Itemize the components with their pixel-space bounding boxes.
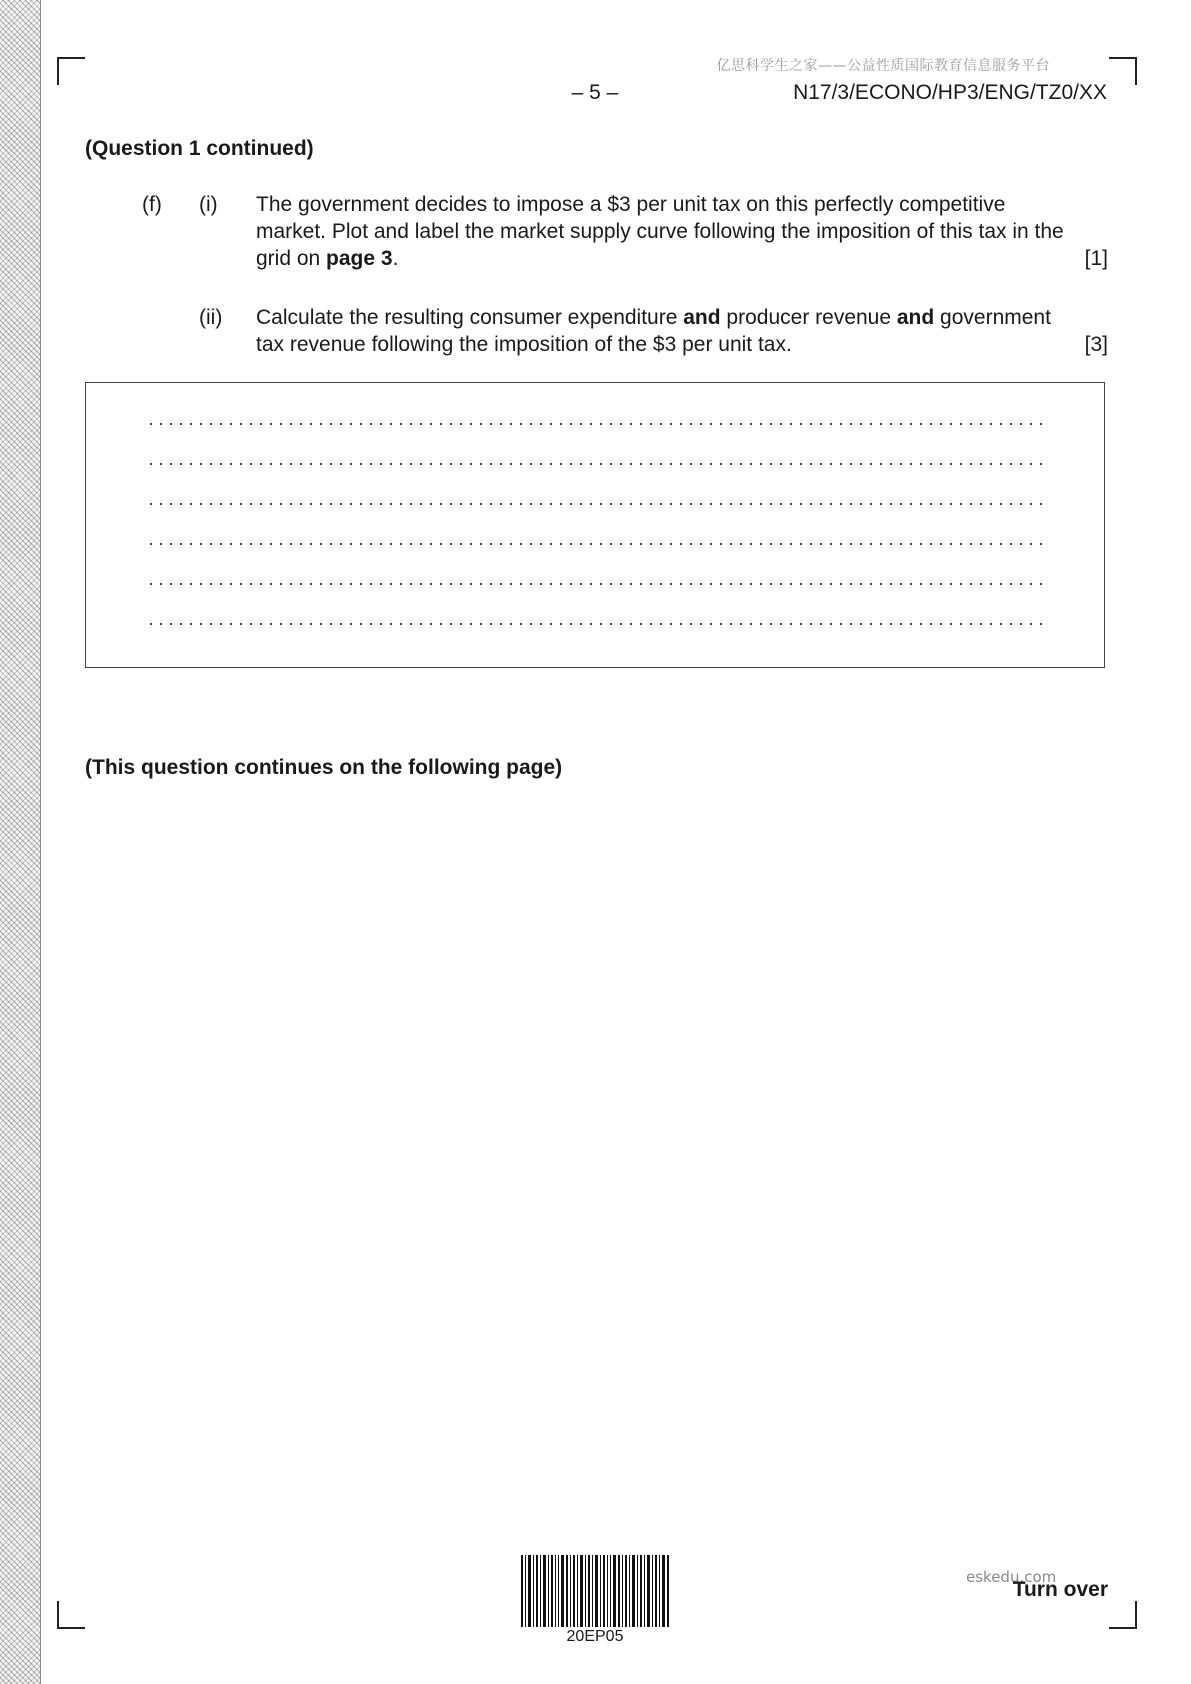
sub-ii-label: (ii): [199, 306, 223, 329]
question-f-ii-bold-1: and: [683, 306, 721, 329]
footer-watermark: eskedu.com: [966, 1568, 1057, 1586]
crop-mark-top-right: [1109, 57, 1137, 85]
crop-mark-bottom-right: [1109, 1601, 1137, 1629]
question-f-i-text-end: .: [392, 247, 399, 270]
exam-code: N17/3/ECONO/HP3/ENG/TZ0/XX: [793, 81, 1107, 104]
question-f-ii-bold-2: and: [896, 306, 935, 329]
question-continued-heading: (Question 1 continued): [85, 137, 314, 160]
answer-line[interactable]: [146, 423, 1046, 425]
answer-line[interactable]: [146, 583, 1046, 585]
question-f-i-text: [256, 191, 1076, 272]
answer-line[interactable]: [146, 543, 1046, 545]
part-f-label: (f): [142, 193, 162, 216]
barcode-label: 20EP05: [566, 1628, 624, 1645]
answer-line[interactable]: [146, 623, 1046, 625]
continues-note: (This question continues on the following page): [85, 756, 563, 779]
marks-f-ii: [3]: [1084, 333, 1108, 356]
question-f-i-text-bold: page 3: [326, 247, 393, 270]
turn-over-label: Turn over: [1012, 1578, 1108, 1601]
answer-box[interactable]: [85, 382, 1105, 668]
answer-line[interactable]: [146, 463, 1046, 465]
question-f-ii-text-3: government tax revenue following the imposition of the $3 per unit tax.: [256, 306, 1051, 356]
margin-strip: [0, 0, 41, 1684]
question-f-ii-text-1: Calculate the resulting consumer expenditure: [256, 306, 684, 329]
crop-mark-bottom-left: [57, 1601, 85, 1629]
crop-mark-top-left: [57, 57, 85, 85]
question-f-ii-text: [256, 304, 1076, 358]
page-number: – 5 –: [571, 81, 619, 104]
sub-i-label: (i): [199, 193, 218, 216]
answer-line[interactable]: [146, 503, 1046, 505]
question-f-ii-text-2: producer revenue: [720, 306, 897, 329]
marks-f-i: [1]: [1084, 247, 1108, 270]
question-f-i-text-main: The government decides to impose a $3 per unit tax on this perfectly competitive market. Plot and label the market supply curve following the imposition of this tax in the grid on: [256, 193, 1064, 270]
barcode-image: [521, 1555, 669, 1627]
header-watermark: 亿思科学生之家——公益性质国际教育信息服务平台: [716, 58, 1050, 74]
